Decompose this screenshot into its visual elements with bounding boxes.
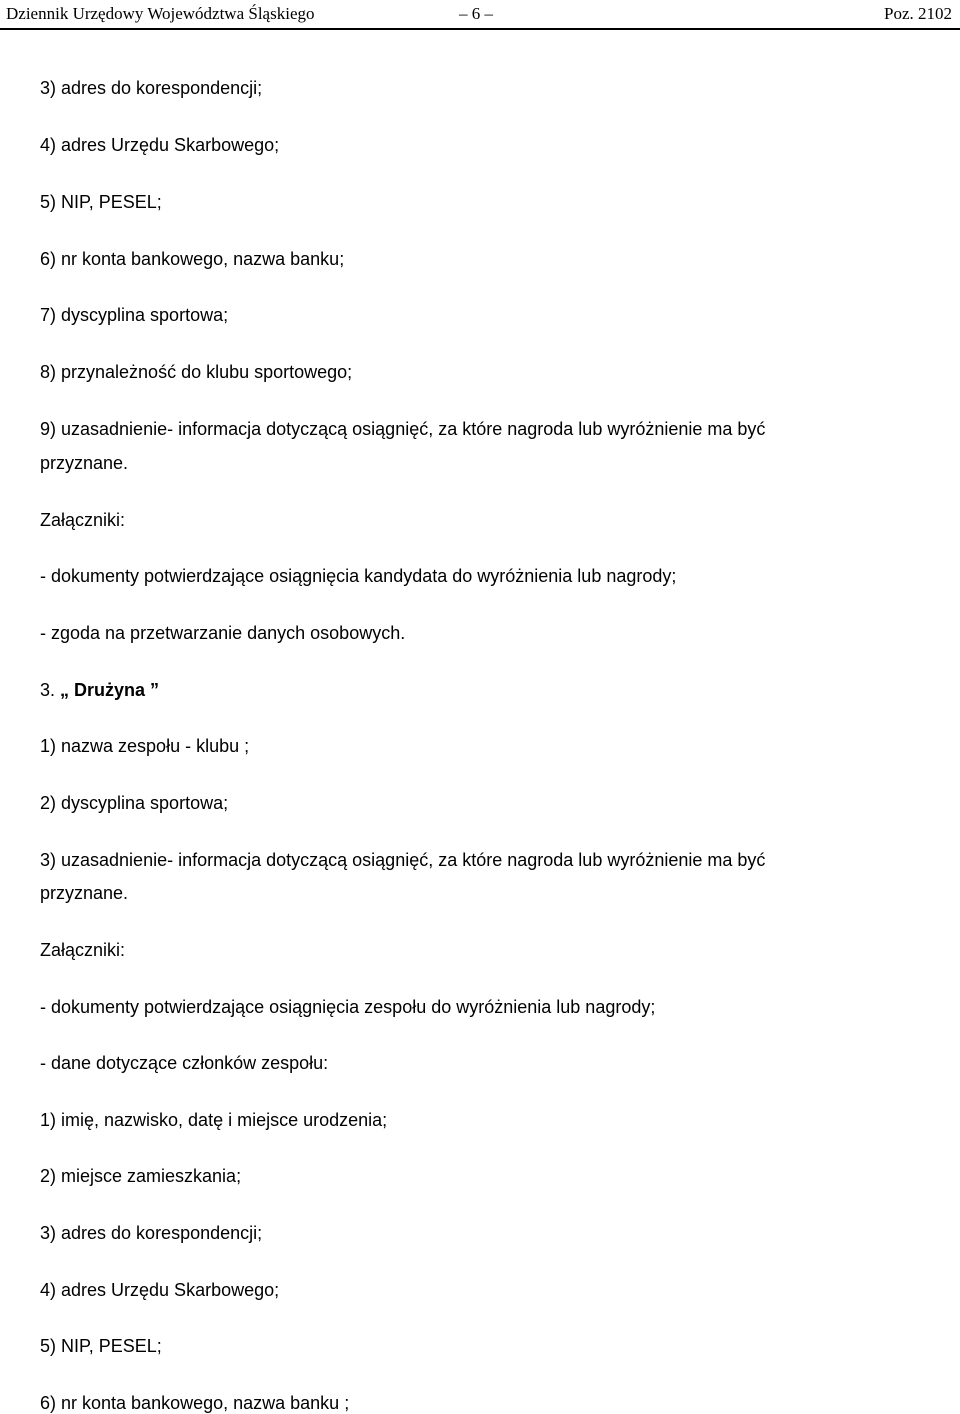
position-number: Poz. 2102 — [884, 4, 952, 23]
list-item-continuation: przyznane. — [40, 453, 129, 473]
list-item: 1) imię, nazwisko, datę i miejsce urodzenia; — [40, 1110, 388, 1130]
list-item: 6) nr konta bankowego, nazwa banku ; — [40, 1393, 350, 1413]
section-number: 3. — [40, 680, 56, 700]
list-item-continuation: przyznane. — [40, 883, 129, 903]
page-header — [0, 0, 960, 31]
list-item: 1) nazwa zespołu - klubu ; — [40, 736, 250, 756]
list-item: 2) miejsce zamieszkania; — [40, 1166, 242, 1186]
list-item: 8) przynależność do klubu sportowego; — [40, 362, 353, 382]
attachment-item: - zgoda na przetwarzanie danych osobowych. — [40, 623, 406, 643]
list-item: 6) nr konta bankowego, nazwa banku; — [40, 249, 345, 269]
header-rule — [0, 28, 960, 30]
attachment-item: - dokumenty potwierdzające osiągnięcia zespołu do wyróżnienia lub nagrody; — [40, 997, 656, 1017]
attachment-item: - dokumenty potwierdzające osiągnięcia kandydata do wyróżnienia lub nagrody; — [40, 566, 677, 586]
journal-title: Dziennik Urzędowy Województwa Śląskiego — [6, 4, 315, 23]
section-title: „ Drużyna ” — [60, 680, 160, 700]
list-item: 4) adres Urzędu Skarbowego; — [40, 1280, 280, 1300]
list-item: 3) adres do korespondencji; — [40, 1223, 263, 1243]
section-heading — [40, 679, 159, 701]
list-item: 3) adres do korespondencji; — [40, 78, 263, 98]
list-item: 5) NIP, PESEL; — [40, 192, 162, 212]
list-item: 9) uzasadnienie- informacja dotyczącą osiągnięć, za które nagroda lub wyróżnienie ma być — [40, 419, 766, 439]
list-item: 2) dyscyplina sportowa; — [40, 793, 229, 813]
attachment-item: - dane dotyczące członków zespołu: — [40, 1053, 329, 1073]
list-item: 4) adres Urzędu Skarbowego; — [40, 135, 280, 155]
list-item: 3) uzasadnienie- informacja dotyczącą osiągnięć, za które nagroda lub wyróżnienie ma być — [40, 850, 766, 870]
page-number: – 6 – — [459, 4, 493, 23]
attachments-heading: Załączniki: — [40, 510, 126, 530]
list-item: 5) NIP, PESEL; — [40, 1336, 162, 1356]
list-item: 7) dyscyplina sportowa; — [40, 305, 229, 325]
attachments-heading: Załączniki: — [40, 940, 126, 960]
